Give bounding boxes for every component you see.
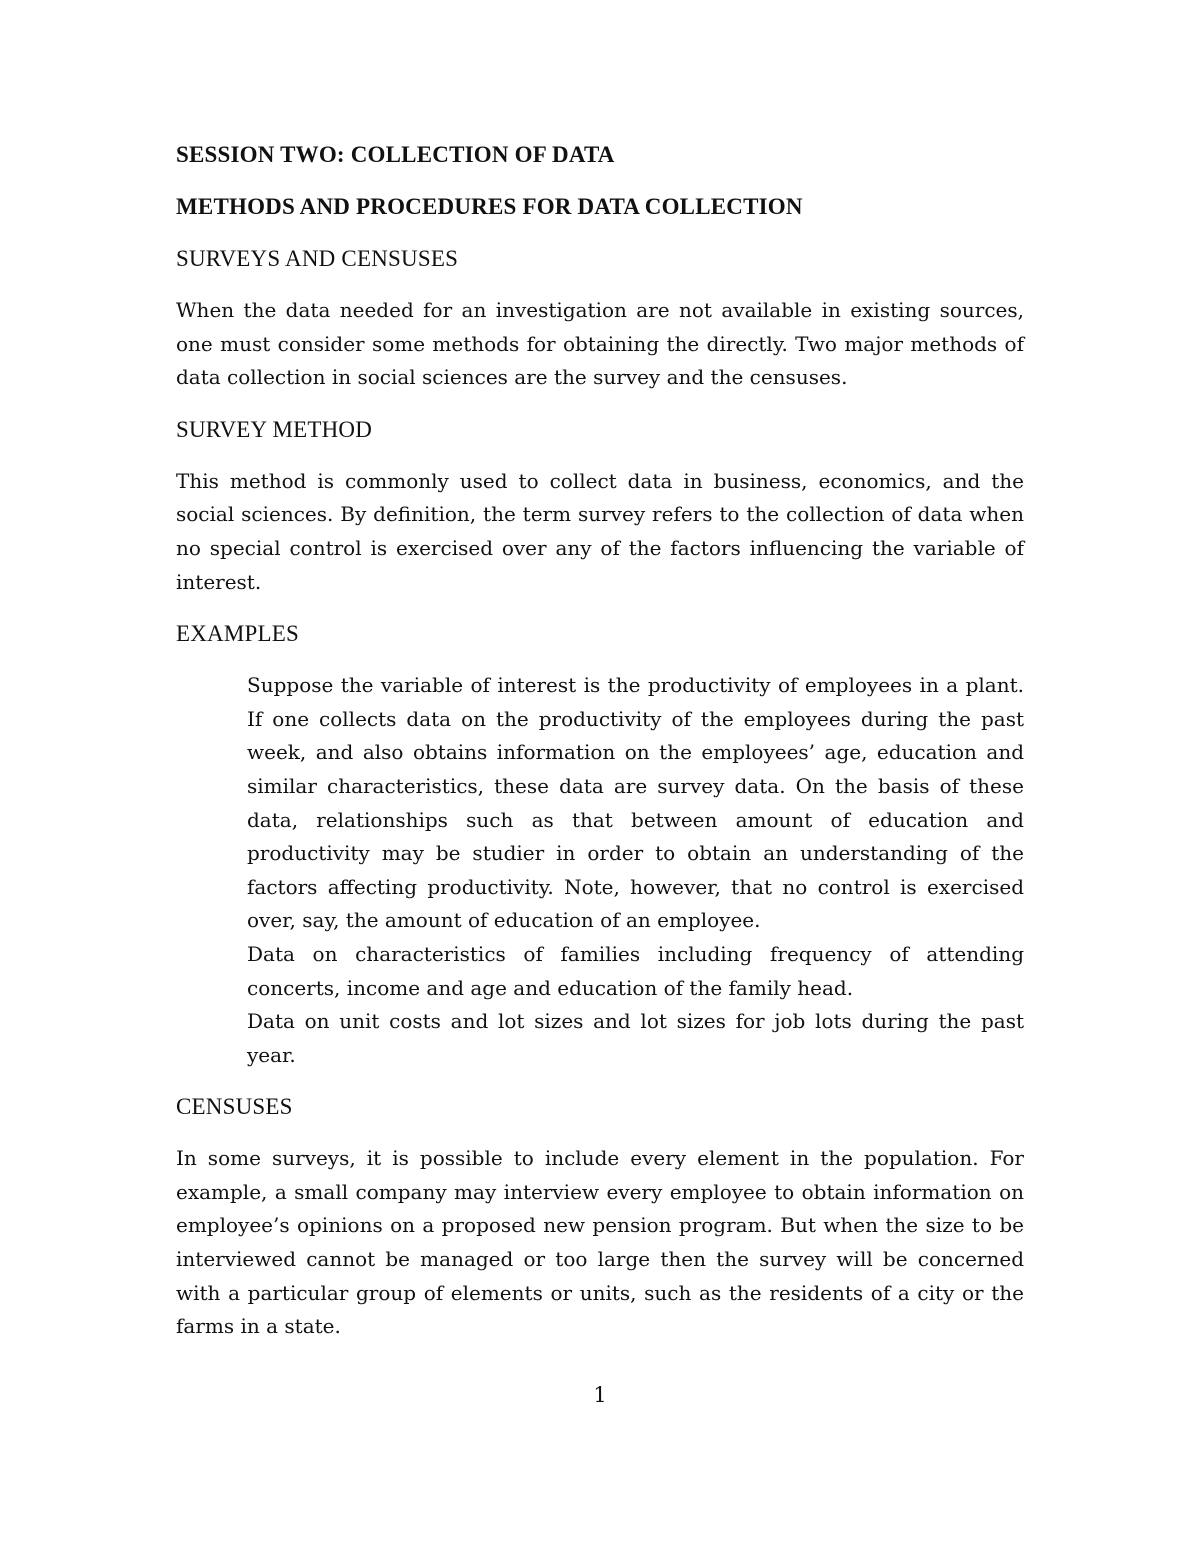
survey-method-paragraph: This method is commonly used to collect data in business, economics, and the social sciences. By definition, the term survey refers to the collection of data when no special control is exercised over any of the factors influencing the variable of interest. — [176, 468, 1024, 594]
page-content — [176, 138, 1024, 1362]
page-number: 1 — [593, 1383, 607, 1407]
censuses-paragraph: In some surveys, it is possible to include every element in the population. For example, a small company may interview every employee to obtain information on employee’s opinions on a proposed new pension program. But when the size to be interviewed cannot be managed or too large then the survey will be concerned with a particular group of elements or units, such as the residents of a city or the farms in a state. — [176, 1146, 1024, 1339]
methods-title: METHODS AND PROCEDURES FOR DATA COLLECTION — [176, 194, 803, 219]
examples-list — [247, 669, 1024, 1072]
surveys-heading: SURVEYS AND CENSUSES — [176, 246, 459, 271]
survey-method-heading: SURVEY METHOD — [176, 416, 373, 442]
example-item: Data on characteristics of families including frequency of attending concerts, income and age and education of the family head. — [247, 941, 1024, 1000]
session-title: SESSION TWO: COLLECTION OF DATA — [176, 142, 615, 167]
examples-heading: EXAMPLES — [176, 621, 300, 647]
example-item: Suppose the variable of interest is the productivity of employees in a plant. If one collects data on the productivity of the employees during the past week, and also obtains information on the employees’ age, education and similar characteristics, these data are survey data. On the basis of these data, relationships such as that between amount of education and productivity may be studier in order to obtain an understanding of the factors affecting productivity. Note, however, that no control is exercised over, say, the amount of education of an employee. — [247, 673, 1024, 933]
example-item: Data on unit costs and lot sizes and lot sizes for job lots during the past year. — [247, 1009, 1024, 1067]
censuses-heading: CENSUSES — [176, 1094, 293, 1120]
intro-paragraph: When the data needed for an investigation are not available in existing sources, one must consider some methods for obtaining the directly. Two major methods of data collection in social sciences are the survey and the censuses. — [176, 298, 1024, 390]
